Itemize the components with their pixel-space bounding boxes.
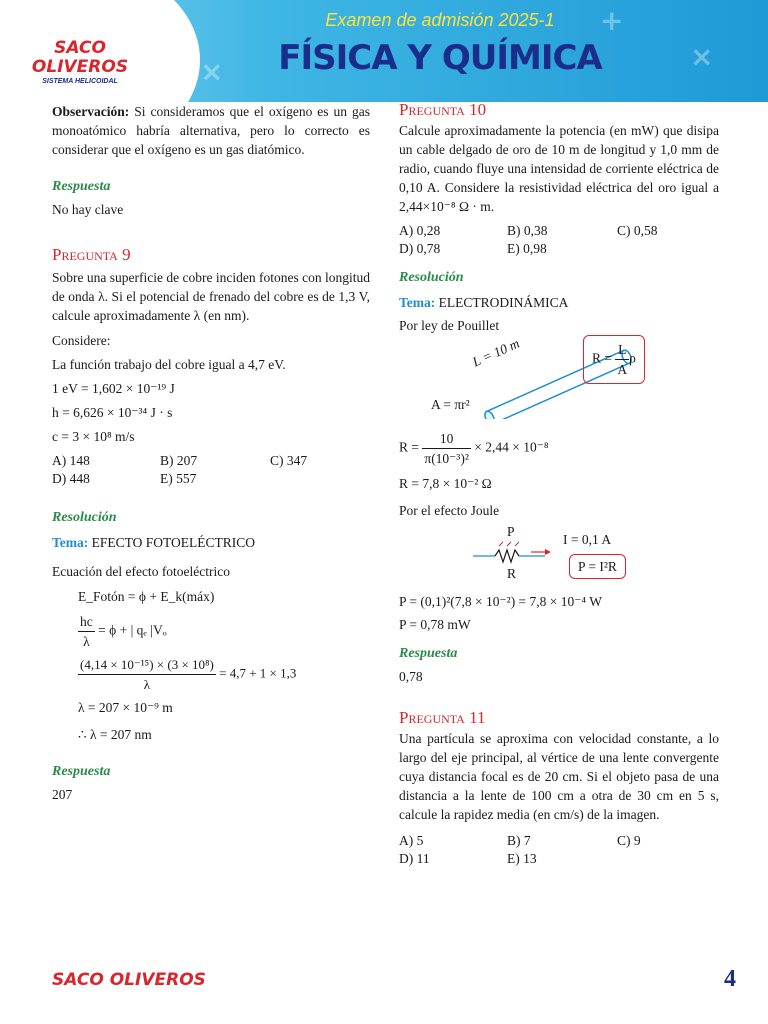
tema-value: ELECTRODINÁMICA [435,295,569,310]
q9-option-d: D) 448 [52,471,90,486]
q11-option-a: A) 5 [399,833,424,848]
question-10-text: Calcule aproximadamente la potencia (en mW) que disipa un cable delgado de oro de 10 m de longitud y 1,0 mm de radio, cuando fluye una intensidad de corriente eléctrica de 0,10 A. Considere la resistividad eléctrica del oro igual a 2,44×10⁻⁸ Ω · m. [399,123,719,214]
page-number: 4 [724,966,736,992]
logo-line3: SISTEMA HELICOIDAL [42,78,118,85]
current-label: I = 0,1 A [563,532,612,547]
eq2-den: λ [83,634,90,649]
wire-area-label: A = πr² [431,397,470,412]
formula-rho: ρ [629,350,636,366]
q11-option-d: D) 11 [399,851,430,866]
answer: 207 [52,787,73,802]
tema-label: Tema: [399,295,436,310]
q9-data-1: La función trabajo del cobre igual a 4,7 eV. [52,357,286,372]
power-eq-1: P = (0,1)²(7,8 × 10⁻²) = 7,8 × 10⁻⁴ W [399,594,602,609]
q10-option-d: D) 0,78 [399,241,441,256]
question-9-title: Pregunta 9 [52,245,131,264]
subject-title: FÍSICA Y QUÍMICA [278,38,602,78]
decor-x: × [200,55,224,88]
circuit-r-label: R [507,566,517,581]
saco-oliveros-logo [22,18,138,98]
formula-fraction [615,340,629,379]
equation-3-fraction [78,655,216,694]
observation-label: Observación: [52,104,130,119]
tema-label: Tema: [52,535,89,550]
right-column [399,100,719,868]
answer-label: Respuesta [399,646,458,661]
q11-option-e: E) 13 [507,851,537,866]
q9-data-3: h = 6,626 × 10⁻³⁴ J · s [52,405,173,420]
q11-option-b: B) 7 [507,833,531,848]
tema [52,533,370,552]
wire-length-label: L = 10 m [470,335,522,370]
r-eq1-den: π(10⁻³)² [424,451,469,466]
q11-options [399,832,719,868]
eq3-num: (4,14 × 10⁻¹⁵) × (3 × 10⁸) [78,655,216,675]
q9-option-b: B) 207 [160,453,198,468]
resolution-label: Resolución [399,270,464,285]
q9-option-c: C) 347 [270,453,308,468]
question-11-title: Pregunta 11 [399,708,486,727]
question-11-text: Una partícula se aproxima con velocidad constante, a lo largo del eje principal, al vértice de una lente convergente cuya distancia focal es de 20 cm. Si el objeto pasa de una distancia a la lente de 100 cm a otra de 30 cm en 5 s, calcule la rapidez media (en cm/s) de la imagen. [399,731,719,822]
r-eq1-fraction [422,429,471,468]
r-eq1-lhs: R = [399,439,419,455]
resistance-formula-box [583,335,645,384]
q9-consider: Considere: [52,333,111,348]
q9-data-4: c = 3 × 10⁸ m/s [52,429,135,444]
equation-4: λ = 207 × 10⁻⁹ m [78,700,173,715]
equation-3-rhs: = 4,7 + 1 × 1,3 [219,665,297,681]
equation-title: Ecuación del efecto fotoeléctrico [52,564,231,579]
question-9-text: Sobre una superficie de cobre inciden fotones con longitud de onda λ. Si el potencial de frenado del cobre es de 1,3 V, calcule aproximadamente λ (en nm). [52,270,370,323]
answer: 0,78 [399,669,423,684]
answer-label: Respuesta [52,764,111,779]
resistance-eq-1 [399,429,719,468]
tema [399,293,719,312]
power-formula-box: P = I²R [569,554,626,579]
equation-5: ∴ λ = 207 nm [78,727,152,742]
r-eq1-rhs: × 2,44 × 10⁻⁸ [474,439,549,455]
prev-answer: No hay clave [52,202,124,217]
q10-option-a: A) 0,28 [399,223,441,238]
eq3-den: λ [143,677,151,692]
formula-num: L [615,340,629,360]
q9-data-2: 1 eV = 1,602 × 10⁻¹⁹ J [52,381,175,396]
formula-lhs: R = [592,350,612,366]
question-10-title: Pregunta 10 [399,100,487,119]
tema-value: EFECTO FOTOELÉCTRICO [88,535,256,550]
circuit-p-label: P [507,524,515,539]
joule-effect: Por el efecto Joule [399,503,500,518]
prev-answer-label: Respuesta [52,179,111,194]
pouillet-law: Por ley de Pouillet [399,318,500,333]
footer-brand: SACO OLIVEROS [52,970,206,990]
wire-diagram [399,335,719,429]
formula-den: A [617,362,628,377]
q9-option-a: A) 148 [52,453,90,468]
q10-option-e: E) 0,98 [507,241,547,256]
logo-line1: SACO [54,38,106,58]
equation-3 [78,655,370,694]
decor-x: × [690,40,714,73]
equation-2 [78,612,370,651]
power-eq-2: P = 0,78 mW [399,617,471,632]
resolution-label: Resolución [52,510,117,525]
q10-options [399,222,719,258]
eq2-num: hc [78,612,95,632]
equation-1: E_Fotón = ϕ + E_k(máx) [78,589,215,604]
r-eq1-num: 10 [422,429,471,449]
observation [52,102,370,159]
q10-option-b: B) 0,38 [507,223,548,238]
left-column [52,102,370,804]
q11-option-c: C) 9 [617,833,641,848]
page-header [0,0,768,102]
equation-2-fraction [78,612,95,651]
q9-option-e: E) 557 [160,471,197,486]
decor-plus: + [600,4,624,37]
q10-option-c: C) 0,58 [617,223,658,238]
circuit-diagram [399,520,719,586]
logo-line2: OLIVEROS [31,57,129,77]
equation-2-rhs: = ϕ + | qₑ |Vₒ [98,622,167,638]
exam-title: Examen de admisión 2025-1 [325,10,555,30]
resistance-eq-2: R = 7,8 × 10⁻² Ω [399,476,492,491]
observation-text: Si consideramos que el oxígeno es un gas monoatómico habría alternativa, pero lo correcto es considerar que el oxígeno es un gas diatómico. [52,104,370,157]
q9-options [52,452,370,488]
